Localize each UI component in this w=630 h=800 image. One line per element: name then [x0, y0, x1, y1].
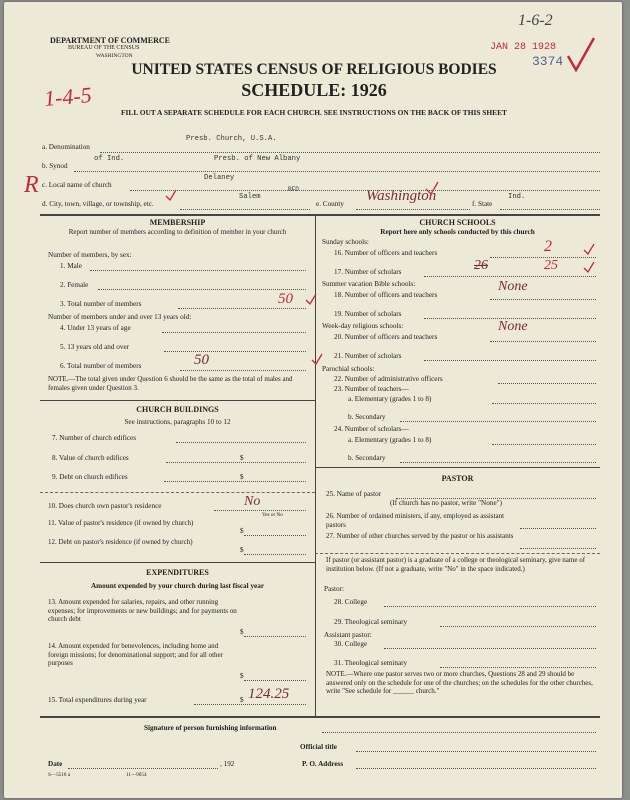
checkmark-icon: [564, 34, 598, 74]
q15-total-expenditures: 15. Total expenditures during year: [48, 696, 147, 704]
handwritten-code-left: 1-4-5: [42, 81, 93, 112]
q23b-secondary: b. Secondary: [348, 413, 386, 421]
q14-benevolences: 14. Amount expended for benevolences, including home and foreign missions; for denominational support; and for all other purposes: [48, 642, 223, 667]
check-city-icon: [164, 188, 178, 202]
q18-value: None: [498, 279, 528, 294]
q26-assistant-ministers: 26. Number of ordained ministers, if any, employed as assistant pastors: [326, 512, 505, 529]
q5-13-and-over: 5. 13 years old and over: [60, 343, 130, 351]
print-number: 11—9054: [126, 772, 147, 778]
buildings-heading: CHURCH BUILDINGS: [136, 405, 219, 414]
q4-under-13: 4. Under 13 years of age: [60, 324, 131, 332]
city-field-label: d. City, town, village, or township, etc.: [42, 200, 154, 208]
weekday-label: Week-day religious schools:: [322, 322, 404, 330]
schedule-title: SCHEDULE: 1926: [241, 80, 387, 100]
q12-residence-debt: 12. Debt on pastor's residence (if owned by church): [48, 538, 193, 546]
check-q6-icon: [310, 352, 324, 366]
county-value: Washington: [366, 188, 437, 204]
under-over-label: Number of members under and over 13 years old:: [48, 313, 192, 321]
city-label: WASHINGTON: [96, 53, 133, 59]
q30-college: 30. College: [334, 640, 368, 648]
q24a-elementary: a. Elementary (grades 1 to 8): [348, 436, 432, 444]
q19-summer-scholars: 19. Number of scholars: [334, 310, 402, 318]
rfd-value: RFD: [288, 186, 299, 193]
q1-male: 1. Male: [60, 262, 82, 270]
q13-running-expenses: 13. Amount expended for salaries, repairs, and other running expenses; for improvements or new buildings; and for payments on church debt: [48, 598, 237, 623]
schools-sub: Report here only schools conducted by this church: [380, 228, 535, 236]
pastor-note: NOTE.—Where one pastor serves two or more churches, Questions 28 and 29 should be answered only on the schedule for one of the churches; on the schedules for the other churches, write "See schedule for ______ church.": [326, 670, 593, 695]
state-value: Ind.: [508, 193, 526, 201]
form-number: S—5518 a: [48, 772, 71, 778]
po-address-label: P. O. Address: [302, 760, 344, 768]
check-q16-icon: [582, 242, 596, 256]
department-label: DEPARTMENT OF COMMERCE: [50, 36, 171, 45]
q10-owns-residence: 10. Does church own pastor's residence: [48, 502, 162, 510]
schools-heading: CHURCH SCHOOLS: [419, 218, 496, 227]
official-title-label: Official title: [300, 743, 337, 751]
q20-weekday-officers: 20. Number of officers and teachers: [334, 333, 438, 341]
q14-dollar: $: [240, 672, 244, 680]
expenditures-sub: Amount expended by your church during last fiscal year: [90, 582, 265, 590]
church-name-label: c. Local name of church: [42, 181, 112, 189]
schedule-instruction: FILL OUT A SEPARATE SCHEDULE FOR EACH CHURCH. SEE INSTRUCTIONS ON THE BACK OF THIS SHEET: [121, 108, 507, 117]
q6-total-value: 50: [194, 352, 209, 368]
q6-total: 6. Total number of members: [60, 362, 142, 370]
handwritten-code-right: 1-6-2: [518, 12, 553, 29]
q9-edifice-debt: 9. Debt on church edifices: [52, 473, 128, 481]
q12-dollar: $: [240, 546, 244, 554]
date-stamp: JAN 28 1928: [490, 42, 557, 53]
q10-value: No: [244, 494, 261, 509]
synod-label: b. Synod: [42, 162, 68, 170]
parochial-label: Parochial schools:: [322, 365, 375, 373]
q31-seminary: 31. Theological seminary: [334, 659, 408, 667]
q22-admin-officers: 22. Number of administrative officers: [334, 375, 443, 383]
margin-mark: R: [24, 172, 39, 198]
q8-dollar: $: [240, 454, 244, 462]
year-prefix: , 192: [220, 760, 235, 768]
frame-bottom-rule: [40, 716, 600, 718]
synod-value: of Ind.: [94, 155, 125, 163]
expenditures-heading: EXPENDITURES: [146, 568, 209, 577]
graduate-instructions: If pastor (or assistant pastor) is a graduate of a college or theological seminary, give name of institution below. (If not a graduate, write "No" in the space indicated.): [326, 556, 586, 573]
bureau-label: BUREAU OF THE CENSUS: [68, 45, 140, 51]
by-sex-label: Number of members, by sex:: [48, 251, 132, 259]
q8-edifice-value: 8. Value of church edifices: [52, 454, 129, 462]
denomination-value: Presb. Church, U.S.A.: [186, 135, 277, 143]
membership-heading: MEMBERSHIP: [149, 218, 206, 227]
census-schedule-sheet: [4, 2, 622, 798]
check-county-icon: [424, 180, 440, 196]
signature-label: Signature of person furnishing information: [144, 724, 277, 732]
q15-dollar: $: [240, 696, 244, 704]
column-divider: [315, 214, 316, 716]
q2-female: 2. Female: [60, 281, 89, 289]
q11-dollar: $: [240, 527, 244, 535]
presbytery-value: Presb. of New Albany: [214, 155, 301, 163]
buildings-sub: See instructions, paragraphs 10 to 12: [124, 418, 231, 426]
q7-edifices: 7. Number of church edifices: [52, 434, 137, 442]
membership-note: NOTE.—The total given under Question 6 should be the same as the total of males and females given under Question 3.: [48, 375, 293, 392]
q3-total: 3. Total number of members: [60, 300, 142, 308]
q24b-secondary: b. Secondary: [348, 454, 386, 462]
q16-value: 2: [544, 238, 552, 255]
date-label: Date: [48, 760, 63, 768]
q20-value: None: [498, 319, 528, 334]
q10-hint: Yes or No: [262, 512, 283, 518]
q15-value: 124.25: [248, 686, 290, 702]
check-q17-icon: [582, 260, 596, 274]
city-value: Salem: [239, 193, 261, 201]
q28-college: 28. College: [334, 598, 368, 606]
check-q3-icon: [304, 292, 318, 306]
q24-scholars: 24. Number of scholars—: [334, 425, 409, 433]
q21-weekday-scholars: 21. Number of scholars: [334, 352, 402, 360]
q16-sunday-officers: 16. Number of officers and teachers: [334, 249, 438, 257]
q18-summer-officers: 18. Number of officers and teachers: [334, 291, 438, 299]
q23-teachers: 23. Number of teachers—: [334, 385, 409, 393]
document-title: UNITED STATES CENSUS OF RELIGIOUS BODIES: [131, 61, 497, 78]
sunday-label: Sunday schools:: [322, 238, 369, 246]
denomination-label: a. Denomination: [42, 143, 90, 151]
membership-sub: Report number of members according to definition of member in your church: [68, 228, 287, 236]
q17-value: 25: [544, 258, 558, 273]
summer-label: Summer vacation Bible schools:: [322, 280, 416, 288]
q9-dollar: $: [240, 473, 244, 481]
church-name-value: Delaney: [204, 174, 235, 182]
assistant-pastor-label: Assistant pastor:: [324, 631, 372, 639]
q27-other-churches: 27. Number of other churches served by the pastor or his assistants: [326, 532, 514, 540]
frame-top-rule: [40, 214, 600, 216]
q17-sunday-scholars: 17. Number of scholars: [334, 268, 402, 276]
q25-pastor-name: 25. Name of pastor: [326, 490, 382, 498]
q17-struck-value: 26: [474, 258, 488, 273]
state-label: f. State: [472, 200, 493, 208]
q29-seminary: 29. Theological seminary: [334, 618, 408, 626]
q25-sub: (If church has no pastor, write "None"): [390, 499, 502, 507]
county-label: e. County: [316, 200, 344, 208]
q11-residence-value: 11. Value of pastor's residence (if owned by church): [48, 519, 194, 527]
q13-dollar: $: [240, 628, 244, 636]
q23a-elementary: a. Elementary (grades 1 to 8): [348, 395, 432, 403]
pastor-sub-label: Pastor:: [324, 585, 344, 593]
stamp-number: 3374: [532, 54, 564, 69]
pastor-heading: PASTOR: [441, 474, 474, 483]
q3-total-value: 50: [278, 291, 293, 307]
